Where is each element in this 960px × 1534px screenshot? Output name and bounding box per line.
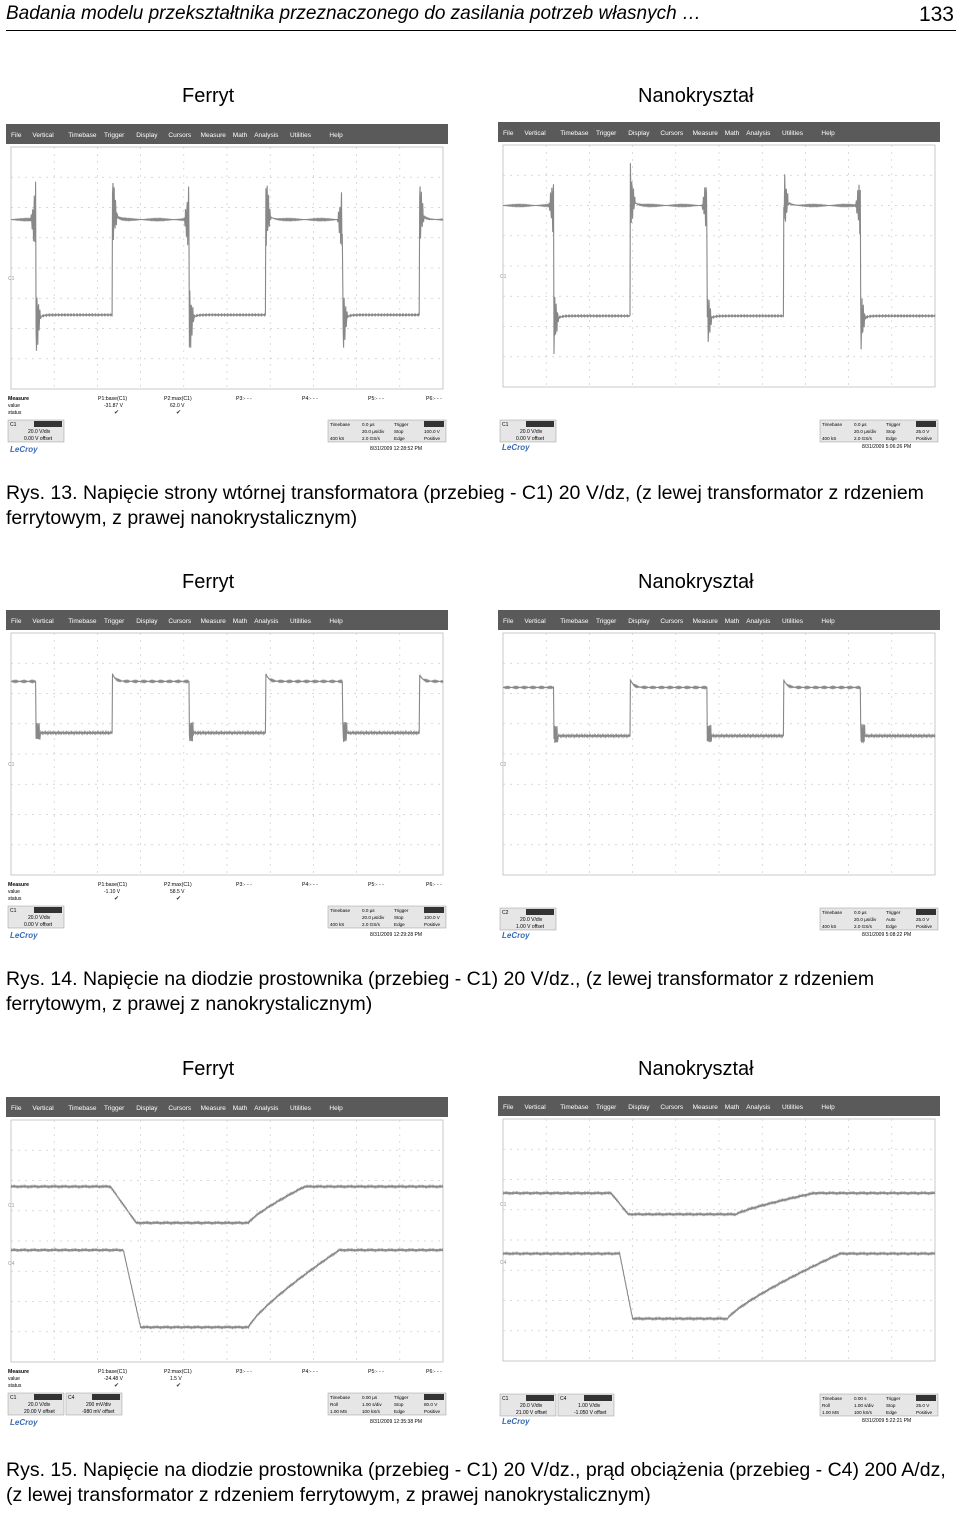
scope-timestamp: 8/31/2009 5:06:26 PM: [862, 444, 912, 450]
svg-text:Edge: Edge: [394, 436, 405, 441]
measure-header: P1:base(C1): [98, 1369, 128, 1375]
scope-menu-help[interactable]: Help: [821, 1104, 835, 1111]
svg-text:Edge: Edge: [886, 1410, 897, 1415]
scope-menu-file[interactable]: File: [11, 1105, 22, 1112]
scope-menu-display[interactable]: Display: [628, 1104, 650, 1111]
measure-row-label: status: [8, 410, 22, 416]
scope-screenshot-nano-2: [498, 610, 940, 942]
scope-status-panel: [498, 1364, 940, 1428]
svg-text:Trigger: Trigger: [394, 908, 409, 913]
svg-text:C4: C4: [68, 1395, 75, 1401]
scope-menu-utilities[interactable]: Utilities: [782, 1104, 803, 1111]
running-title: Badania modelu przekształtnika przeznaczonego do zasilania potrzeb własnych …: [6, 3, 701, 24]
scope-menu-timebase[interactable]: Timebase: [560, 1104, 589, 1111]
svg-text:Stop: Stop: [394, 1402, 404, 1407]
measure-p1-value: -24.48 V: [104, 1376, 123, 1382]
svg-text:1.00 V offset: 1.00 V offset: [516, 924, 544, 930]
svg-text:21.00 V offset: 21.00 V offset: [516, 1410, 547, 1416]
scope-timestamp: 8/31/2009 12:35:38 PM: [370, 1419, 422, 1425]
scope-menu-utilities[interactable]: Utilities: [290, 618, 311, 625]
channel-c1-box[interactable]: [500, 420, 556, 442]
timebase-trigger-box[interactable]: [328, 420, 446, 442]
status-check-icon: ✔: [114, 410, 120, 416]
scope-menu-analysis[interactable]: Analysis: [254, 1105, 279, 1112]
svg-text:1.00 s/div: 1.00 s/div: [854, 1403, 874, 1408]
status-check-icon: ✔: [176, 1383, 182, 1389]
svg-text:Trigger: Trigger: [886, 1396, 901, 1401]
svg-text:Positive: Positive: [916, 1410, 933, 1415]
channel-c1-box[interactable]: [500, 1394, 556, 1416]
measure-header: P3:- - -: [236, 396, 252, 402]
channel-marker: C1: [500, 274, 507, 281]
scope-menu-vertical[interactable]: Vertical: [524, 130, 546, 137]
channel-marker: C1: [8, 276, 15, 283]
scope-menu-file[interactable]: File: [503, 618, 514, 625]
measure-header: P3:- - -: [236, 1369, 252, 1375]
page-header: [6, 0, 956, 31]
scope-menu-vertical[interactable]: Vertical: [32, 1105, 54, 1112]
svg-text:Timebase: Timebase: [330, 908, 350, 913]
measure-row-label: status: [8, 1383, 22, 1389]
figure-caption-14: Rys. 14. Napięcie na diodzie prostownika (przebieg - C1) 20 V/dz., (z lewej transformator z rdzeniem ferrytowym, z prawej z nanokrystalicznym): [6, 968, 875, 1015]
measure-header: P2:max(C1): [164, 1369, 192, 1375]
status-check-icon: ✔: [176, 896, 182, 902]
svg-text:0.0 µs: 0.0 µs: [362, 908, 375, 913]
scope-menu-bar: [498, 610, 940, 630]
svg-text:Roll: Roll: [330, 1402, 338, 1407]
scope-status-panel: [498, 878, 940, 942]
measure-p1-value: -31.87 V: [104, 403, 123, 409]
svg-text:Stop: Stop: [394, 915, 404, 920]
measure-header: P5:- - -: [368, 1369, 384, 1375]
svg-text:1.00 MS: 1.00 MS: [330, 1409, 348, 1414]
scope-menu-vertical[interactable]: Vertical: [32, 132, 54, 139]
svg-text:Positive: Positive: [916, 436, 933, 441]
channel-c1-box[interactable]: [500, 908, 556, 930]
scope-menu-utilities[interactable]: Utilities: [290, 132, 311, 139]
channel-c4-box[interactable]: [66, 1393, 122, 1415]
channel-marker-c4: C4: [8, 1261, 15, 1268]
scope-timestamp: 8/31/2009 12:29:28 PM: [370, 932, 422, 938]
svg-text:25.0 V: 25.0 V: [916, 917, 930, 922]
lecroy-logo: LeCroy: [502, 1417, 530, 1426]
channel-c1-box[interactable]: [8, 1393, 64, 1415]
measure-row-label: value: [8, 889, 20, 895]
scope-status-panel: [6, 392, 448, 456]
scope-menu-timebase[interactable]: Timebase: [560, 618, 589, 625]
svg-text:20.0 V/div: 20.0 V/div: [28, 1402, 51, 1408]
timebase-trigger-box[interactable]: [820, 1394, 938, 1416]
status-check-icon: ✔: [114, 1383, 120, 1389]
svg-text:0.0 µs: 0.0 µs: [362, 422, 375, 427]
svg-text:100.0 V: 100.0 V: [424, 429, 440, 434]
svg-text:Positive: Positive: [424, 1409, 441, 1414]
scope-menu-help[interactable]: Help: [329, 1105, 343, 1112]
scope-menu-trigger[interactable]: Trigger: [596, 618, 617, 625]
timebase-trigger-box[interactable]: [820, 420, 938, 442]
svg-text:-1.050 V offset: -1.050 V offset: [574, 1410, 607, 1416]
scope-menu-timebase[interactable]: Timebase: [68, 1105, 97, 1112]
timebase-trigger-box[interactable]: [328, 1393, 446, 1415]
measure-p1-value: -1.10 V: [104, 889, 121, 895]
scope-screenshot-ferryt-3: [6, 1097, 448, 1429]
svg-text:400 kS: 400 kS: [330, 436, 345, 441]
measure-header: P1:base(C1): [98, 882, 128, 888]
svg-text:20.0 V/div: 20.0 V/div: [520, 917, 543, 923]
scope-screenshot-ferryt-1: [6, 124, 448, 456]
label-ferryt: Ferryt: [182, 1058, 235, 1080]
status-check-icon: ✔: [176, 410, 182, 416]
svg-text:2.0 GS/s: 2.0 GS/s: [854, 924, 872, 929]
svg-text:0.00 µs: 0.00 µs: [362, 1395, 378, 1400]
scope-menu-timebase[interactable]: Timebase: [68, 618, 97, 625]
scope-menu-utilities[interactable]: Utilities: [782, 130, 803, 137]
scope-menu-analysis[interactable]: Analysis: [746, 1104, 771, 1111]
svg-text:20.0 V/div: 20.0 V/div: [520, 1403, 543, 1409]
scope-menu-file[interactable]: File: [11, 132, 22, 139]
scope-menu-bar: [6, 1097, 448, 1117]
svg-text:C1: C1: [502, 1396, 509, 1402]
channel-marker: C2: [500, 762, 507, 769]
scope-menu-file[interactable]: File: [503, 1104, 514, 1111]
scope-status-panel: [6, 1365, 448, 1429]
measure-header: P6:- - -: [426, 1369, 442, 1375]
lecroy-logo: LeCroy: [10, 931, 38, 940]
scope-grid: [503, 145, 935, 387]
svg-text:20.0 V/div: 20.0 V/div: [28, 915, 51, 921]
measure-header: P4:- - -: [302, 1369, 318, 1375]
svg-text:Timebase: Timebase: [822, 910, 842, 915]
svg-text:Auto: Auto: [886, 917, 896, 922]
measure-header: P6:- - -: [426, 396, 442, 402]
scope-menu-vertical[interactable]: Vertical: [524, 618, 546, 625]
svg-text:2.0 GS/s: 2.0 GS/s: [854, 436, 872, 441]
scope-menu-analysis[interactable]: Analysis: [254, 132, 279, 139]
scope-menu-cursors[interactable]: Cursors: [168, 1105, 192, 1112]
channel-c1-box[interactable]: [8, 420, 64, 442]
measure-row-label: value: [8, 403, 20, 409]
scope-status-panel: [6, 878, 448, 942]
svg-text:Positive: Positive: [916, 924, 933, 929]
scope-menu-cursors[interactable]: Cursors: [660, 130, 684, 137]
scope-menu-vertical[interactable]: Vertical: [524, 1104, 546, 1111]
svg-text:0.00 s: 0.00 s: [854, 1396, 867, 1401]
svg-text:0.0 µs: 0.0 µs: [854, 422, 867, 427]
measure-header: P2:max(C1): [164, 882, 192, 888]
measure-header: P1:base(C1): [98, 396, 128, 402]
scope-screenshot-ferryt-2: [6, 610, 448, 942]
lecroy-logo: LeCroy: [502, 931, 530, 940]
svg-text:1.00 s/div: 1.00 s/div: [362, 1402, 382, 1407]
channel-marker: C1: [8, 762, 15, 769]
scope-menu-help[interactable]: Help: [821, 130, 835, 137]
svg-text:1.00 MS: 1.00 MS: [822, 1410, 840, 1415]
scope-menu-measure[interactable]: Measure: [692, 1104, 718, 1111]
scope-menu-math[interactable]: Math: [724, 1104, 740, 1111]
label-nanokrysztal: Nanokryształ: [638, 1058, 754, 1080]
svg-text:100 kS/s: 100 kS/s: [854, 1410, 872, 1415]
scope-grid: [11, 633, 443, 875]
timebase-trigger-box[interactable]: [820, 908, 938, 930]
scope-menu-file[interactable]: File: [11, 618, 22, 625]
svg-text:25.0 V: 25.0 V: [916, 1403, 930, 1408]
svg-text:20.0 V/div: 20.0 V/div: [28, 429, 51, 435]
scope-menu-display[interactable]: Display: [136, 1105, 158, 1112]
scope-menu-bar: [498, 122, 940, 142]
svg-text:Edge: Edge: [886, 924, 897, 929]
svg-text:0.00 V offset: 0.00 V offset: [516, 436, 544, 442]
measure-header: P3:- - -: [236, 882, 252, 888]
scope-menu-measure[interactable]: Measure: [200, 132, 226, 139]
svg-text:Timebase: Timebase: [822, 1396, 842, 1401]
scope-status-panel: [498, 390, 940, 454]
measure-row-label: status: [8, 896, 22, 902]
svg-text:100.0 V: 100.0 V: [424, 915, 440, 920]
measure-header: P4:- - -: [302, 396, 318, 402]
lecroy-logo: LeCroy: [502, 443, 530, 452]
measure-header: Measure: [8, 396, 30, 402]
label-ferryt: Ferryt: [182, 85, 235, 107]
scope-menu-math[interactable]: Math: [724, 130, 740, 137]
svg-text:Edge: Edge: [886, 436, 897, 441]
scope-menu-display[interactable]: Display: [136, 132, 158, 139]
svg-text:Timebase: Timebase: [330, 1395, 350, 1400]
svg-text:0.0 µs: 0.0 µs: [854, 910, 867, 915]
measure-p2-value: 1.5 V: [170, 1376, 182, 1382]
scope-timestamp: 8/31/2009 5:22:21 PM: [862, 1418, 912, 1424]
scope-menu-trigger[interactable]: Trigger: [104, 618, 125, 625]
scope-timestamp: 8/31/2009 5:08:22 PM: [862, 932, 912, 938]
svg-text:2.0 GS/s: 2.0 GS/s: [362, 436, 380, 441]
scope-menu-cursors[interactable]: Cursors: [168, 132, 192, 139]
svg-text:Trigger: Trigger: [886, 422, 901, 427]
svg-text:2.0 GS/s: 2.0 GS/s: [362, 922, 380, 927]
svg-text:20.00 V offset: 20.00 V offset: [24, 1409, 55, 1415]
scope-grid: [503, 633, 935, 875]
status-check-icon: ✔: [114, 896, 120, 902]
svg-text:20.0 µs/div: 20.0 µs/div: [854, 917, 877, 922]
label-nanokrysztal: Nanokryształ: [638, 85, 754, 107]
scope-menu-cursors[interactable]: Cursors: [168, 618, 192, 625]
channel-marker: C1: [8, 1203, 15, 1210]
svg-text:-980 mV offset: -980 mV offset: [82, 1409, 115, 1415]
measure-header: P4:- - -: [302, 882, 318, 888]
label-nanokrysztal: Nanokryształ: [638, 571, 754, 593]
scope-menu-help[interactable]: Help: [329, 618, 343, 625]
scope-menu-vertical[interactable]: Vertical: [32, 618, 54, 625]
svg-text:20.0 µs/div: 20.0 µs/div: [362, 915, 385, 920]
svg-text:1.00 V/div: 1.00 V/div: [578, 1403, 601, 1409]
channel-c1-box[interactable]: [8, 906, 64, 928]
measure-header: Measure: [8, 1369, 30, 1375]
scope-menu-bar: [6, 124, 448, 144]
scope-menu-display[interactable]: Display: [628, 618, 650, 625]
svg-text:Edge: Edge: [394, 1409, 405, 1414]
scope-menu-cursors[interactable]: Cursors: [660, 618, 684, 625]
page-number: 133: [918, 3, 954, 26]
scope-menu-analysis[interactable]: Analysis: [746, 130, 771, 137]
svg-text:Stop: Stop: [886, 429, 896, 434]
timebase-trigger-box[interactable]: [328, 906, 446, 928]
measure-header: P5:- - -: [368, 396, 384, 402]
svg-text:Edge: Edge: [394, 922, 405, 927]
svg-text:100 kS/s: 100 kS/s: [362, 1409, 380, 1414]
scope-menu-trigger[interactable]: Trigger: [104, 132, 125, 139]
scope-menu-analysis[interactable]: Analysis: [254, 618, 279, 625]
svg-text:Trigger: Trigger: [394, 1395, 409, 1400]
scope-menu-math[interactable]: Math: [232, 132, 248, 139]
svg-text:C1: C1: [10, 422, 17, 428]
scope-screenshot-nano-3: [498, 1096, 940, 1428]
scope-menu-analysis[interactable]: Analysis: [746, 618, 771, 625]
label-ferryt: Ferryt: [182, 571, 235, 593]
svg-text:Trigger: Trigger: [394, 422, 409, 427]
scope-menu-trigger[interactable]: Trigger: [596, 1104, 617, 1111]
scope-menu-cursors[interactable]: Cursors: [660, 1104, 684, 1111]
svg-text:400 kS: 400 kS: [822, 436, 837, 441]
svg-text:400 kS: 400 kS: [330, 922, 345, 927]
svg-text:C1: C1: [502, 422, 509, 428]
lecroy-logo: LeCroy: [10, 445, 38, 454]
svg-text:80.0 V: 80.0 V: [424, 1402, 438, 1407]
scope-menu-bar: [498, 1096, 940, 1116]
channel-c4-box[interactable]: [558, 1394, 614, 1416]
scope-menu-math[interactable]: Math: [724, 618, 740, 625]
scope-menu-utilities[interactable]: Utilities: [290, 1105, 311, 1112]
svg-text:Positive: Positive: [424, 922, 441, 927]
scope-menu-timebase[interactable]: Timebase: [68, 132, 97, 139]
svg-text:Timebase: Timebase: [330, 422, 350, 427]
scope-menu-math[interactable]: Math: [232, 618, 248, 625]
measure-header: P5:- - -: [368, 882, 384, 888]
scope-grid: [11, 147, 443, 389]
scope-menu-help[interactable]: Help: [821, 618, 835, 625]
svg-text:200 mV/div: 200 mV/div: [86, 1402, 112, 1408]
svg-text:C2: C2: [502, 910, 509, 916]
channel-marker: C1: [500, 1202, 507, 1209]
scope-grid: [503, 1119, 935, 1361]
svg-text:C4: C4: [560, 1396, 567, 1402]
scope-menu-trigger[interactable]: Trigger: [596, 130, 617, 137]
scope-menu-bar: [6, 610, 448, 630]
svg-text:Positive: Positive: [424, 436, 441, 441]
scope-menu-measure[interactable]: Measure: [200, 618, 226, 625]
svg-text:Trigger: Trigger: [886, 910, 901, 915]
measure-header: P2:max(C1): [164, 396, 192, 402]
scope-menu-timebase[interactable]: Timebase: [560, 130, 589, 137]
channel-marker-c4: C4: [500, 1260, 507, 1267]
scope-screenshot-nano-1: [498, 122, 940, 454]
measure-header: P6:- - -: [426, 882, 442, 888]
svg-text:Roll: Roll: [822, 1403, 830, 1408]
svg-text:0.00 V offset: 0.00 V offset: [24, 436, 52, 442]
measure-p2-value: 58.5 V: [170, 889, 185, 895]
scope-menu-math[interactable]: Math: [232, 1105, 248, 1112]
scope-menu-trigger[interactable]: Trigger: [104, 1105, 125, 1112]
scope-menu-utilities[interactable]: Utilities: [782, 618, 803, 625]
scope-menu-measure[interactable]: Measure: [692, 618, 718, 625]
scope-menu-display[interactable]: Display: [628, 130, 650, 137]
svg-text:20.0 µs/div: 20.0 µs/div: [362, 429, 385, 434]
svg-text:25.0 V: 25.0 V: [916, 429, 930, 434]
scope-timestamp: 8/31/2009 12:28:52 PM: [370, 446, 422, 452]
lecroy-logo: LeCroy: [10, 1418, 38, 1427]
svg-text:20.0 V/div: 20.0 V/div: [520, 429, 543, 435]
svg-text:0.00 V offset: 0.00 V offset: [24, 922, 52, 928]
svg-text:C1: C1: [10, 1395, 17, 1401]
scope-menu-file[interactable]: File: [503, 130, 514, 137]
svg-text:Timebase: Timebase: [822, 422, 842, 427]
svg-text:C1: C1: [10, 908, 17, 914]
svg-text:Stop: Stop: [886, 1403, 896, 1408]
scope-menu-help[interactable]: Help: [329, 132, 343, 139]
svg-text:20.0 µs/div: 20.0 µs/div: [854, 429, 877, 434]
svg-text:400 kS: 400 kS: [822, 924, 837, 929]
figure-caption-15: Rys. 15. Napięcie na diodzie prostownika (przebieg - C1) 20 V/dz., prąd obciążenia (przebieg - C4) 200 A/dz, (z lewej transformator z rdzeniem ferrytowym, z prawej nanokrystalicznym): [6, 1459, 946, 1506]
scope-menu-measure[interactable]: Measure: [200, 1105, 226, 1112]
scope-menu-measure[interactable]: Measure: [692, 130, 718, 137]
measure-row-label: value: [8, 1376, 20, 1382]
measure-header: Measure: [8, 882, 30, 888]
measure-p2-value: 62.0 V: [170, 403, 185, 409]
svg-text:Stop: Stop: [394, 429, 404, 434]
figure-caption-13: Rys. 13. Napięcie strony wtórnej transformatora (przebieg - C1) 20 V/dz, (z lewej transformator z rdzeniem ferrytowym, z prawej nanokrystalicznym): [6, 482, 924, 529]
scope-menu-display[interactable]: Display: [136, 618, 158, 625]
